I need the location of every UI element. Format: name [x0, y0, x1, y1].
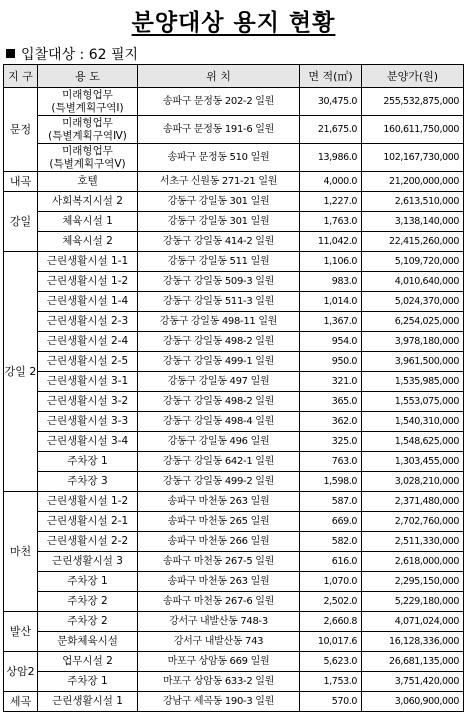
- location-cell: 강동구 강일동 497 일원: [138, 372, 300, 392]
- page-title: 분양대상 용지 현황: [131, 10, 336, 36]
- location-cell: 송파구 마천동 263 일원: [138, 572, 300, 592]
- price-cell: 4,071,024,000: [362, 612, 464, 632]
- location-cell: 송파구 문정동 202-2 일원: [138, 88, 300, 116]
- table-row: [4, 372, 464, 392]
- location-cell: 강동구 강일동 511 일원: [138, 252, 300, 272]
- area-cell: 1,763.0: [300, 212, 362, 232]
- use-cell: 근린생활시설 1-2: [38, 272, 138, 292]
- table-row: [4, 252, 464, 272]
- area-cell: 365.0: [300, 392, 362, 412]
- price-cell: 2,618,000,000: [362, 552, 464, 572]
- location-cell: 마포구 상암동 669 일원: [138, 652, 300, 672]
- table-row: [4, 116, 464, 144]
- area-cell: 669.0: [300, 512, 362, 532]
- price-cell: 22,415,260,000: [362, 232, 464, 252]
- price-cell: 102,167,730,000: [362, 144, 464, 172]
- bid-count-heading: 입찰대상 : 62 필지: [6, 44, 138, 64]
- price-cell: 5,229,180,000: [362, 592, 464, 612]
- area-cell: 954.0: [300, 332, 362, 352]
- header-price: 분양가(원): [362, 65, 464, 88]
- price-cell: 3,138,140,000: [362, 212, 464, 232]
- district-cell: 강일 2: [4, 252, 38, 492]
- land-status-table: [3, 64, 464, 712]
- table-row: [4, 572, 464, 592]
- use-cell: 체육시설 1: [38, 212, 138, 232]
- use-cell: 주차장 3: [38, 472, 138, 492]
- location-cell: 강서구 내발산동 743: [138, 632, 300, 652]
- use-cell: 근린생활시설 1: [38, 692, 138, 712]
- price-cell: 1,548,625,000: [362, 432, 464, 452]
- location-cell: 강동구 강일동 642-1 일원: [138, 452, 300, 472]
- location-cell: 강동구 강일동 509-3 일원: [138, 272, 300, 292]
- area-cell: 13,986.0: [300, 144, 362, 172]
- area-cell: 950.0: [300, 352, 362, 372]
- location-cell: 강동구 강일동 301 일원: [138, 212, 300, 232]
- price-cell: 1,303,455,000: [362, 452, 464, 472]
- district-cell: 상암2: [4, 652, 38, 692]
- price-cell: 2,371,480,000: [362, 492, 464, 512]
- location-cell: 강동구 강일동 301 일원: [138, 192, 300, 212]
- area-cell: 321.0: [300, 372, 362, 392]
- location-cell: 송파구 마천동 267-5 일원: [138, 552, 300, 572]
- price-cell: 5,024,370,000: [362, 292, 464, 312]
- table-row: [4, 392, 464, 412]
- use-cell: 근린생활시설 2-5: [38, 352, 138, 372]
- use-cell: 문화체육시설: [38, 632, 138, 652]
- header-district: 지 구: [4, 65, 38, 88]
- table-row: [4, 532, 464, 552]
- use-cell: 근린생활시설 2-1: [38, 512, 138, 532]
- header-location: 위 치: [138, 65, 300, 88]
- table-row: [4, 452, 464, 472]
- use-cell: 호텔: [38, 172, 138, 192]
- location-cell: 송파구 마천동 263 일원: [138, 492, 300, 512]
- price-cell: 1,535,985,000: [362, 372, 464, 392]
- price-cell: 2,613,510,000: [362, 192, 464, 212]
- price-cell: 1,553,075,000: [362, 392, 464, 412]
- price-cell: 3,028,210,000: [362, 472, 464, 492]
- table-row: [4, 412, 464, 432]
- area-cell: 10,017.6: [300, 632, 362, 652]
- area-cell: 587.0: [300, 492, 362, 512]
- use-cell: 근린생활시설 2-4: [38, 332, 138, 352]
- district-cell: 문정: [4, 88, 38, 172]
- table-row: [4, 472, 464, 492]
- area-cell: 763.0: [300, 452, 362, 472]
- use-cell: 주차장 1: [38, 572, 138, 592]
- price-cell: 3,060,900,000: [362, 692, 464, 712]
- use-cell: 근린생활시설 3-1: [38, 372, 138, 392]
- table-body: [4, 88, 464, 712]
- location-cell: 강동구 강일동 496 일원: [138, 432, 300, 452]
- district-cell: 내곡: [4, 172, 38, 192]
- price-cell: 2,702,760,000: [362, 512, 464, 532]
- location-cell: 강동구 강일동 498-2 일원: [138, 332, 300, 352]
- table-row: [4, 492, 464, 512]
- area-cell: 2,502.0: [300, 592, 362, 612]
- area-cell: 1,070.0: [300, 572, 362, 592]
- use-cell: 미래형업무 (특별계획구역Ⅳ): [38, 116, 138, 144]
- area-cell: 1,014.0: [300, 292, 362, 312]
- use-cell: 주차장 1: [38, 452, 138, 472]
- price-cell: 3,978,180,000: [362, 332, 464, 352]
- area-cell: 11,042.0: [300, 232, 362, 252]
- use-cell: 미래형업무 (특별계획구역Ⅰ): [38, 88, 138, 116]
- table-row: [4, 672, 464, 692]
- price-cell: 3,751,420,000: [362, 672, 464, 692]
- table-row: [4, 652, 464, 672]
- location-cell: 마포구 상암동 633-2 일원: [138, 672, 300, 692]
- use-cell: 주차장 1: [38, 672, 138, 692]
- table-row: [4, 332, 464, 352]
- location-cell: 강동구 강일동 498-2 일원: [138, 392, 300, 412]
- location-cell: 강동구 강일동 414-2 일원: [138, 232, 300, 252]
- table-row: [4, 432, 464, 452]
- location-cell: 강남구 세곡동 190-3 일원: [138, 692, 300, 712]
- area-cell: 325.0: [300, 432, 362, 452]
- price-cell: 160,611,750,000: [362, 116, 464, 144]
- district-cell: 세곡: [4, 692, 38, 712]
- location-cell: 강동구 강일동 511-3 일원: [138, 292, 300, 312]
- area-cell: 616.0: [300, 552, 362, 572]
- price-cell: 1,540,310,000: [362, 412, 464, 432]
- price-cell: 255,532,875,000: [362, 88, 464, 116]
- use-cell: 주차장 2: [38, 612, 138, 632]
- location-cell: 강동구 강일동 498-4 일원: [138, 412, 300, 432]
- price-cell: 26,681,135,000: [362, 652, 464, 672]
- location-cell: 강동구 강일동 498-11 일원: [138, 312, 300, 332]
- price-cell: 5,109,720,000: [362, 252, 464, 272]
- area-cell: 570.0: [300, 692, 362, 712]
- header-use: 용 도: [38, 65, 138, 88]
- area-cell: 1,106.0: [300, 252, 362, 272]
- header-area: 면 적(㎡): [300, 65, 362, 88]
- table-row: [4, 632, 464, 652]
- table-header-row: [4, 65, 464, 88]
- price-cell: 16,128,336,000: [362, 632, 464, 652]
- location-cell: 강동구 강일동 499-1 일원: [138, 352, 300, 372]
- area-cell: 4,000.0: [300, 172, 362, 192]
- price-cell: 21,200,000,000: [362, 172, 464, 192]
- table-row: [4, 172, 464, 192]
- district-cell: 발산: [4, 612, 38, 652]
- area-cell: 2,660.8: [300, 612, 362, 632]
- location-cell: 송파구 문정동 510 일원: [138, 144, 300, 172]
- use-cell: 근린생활시설 1-1: [38, 252, 138, 272]
- location-cell: 서초구 신원동 271-21 일원: [138, 172, 300, 192]
- district-cell: 마천: [4, 492, 38, 612]
- location-cell: 송파구 문정동 191-6 일원: [138, 116, 300, 144]
- table-row: [4, 88, 464, 116]
- use-cell: 근린생활시설 3-3: [38, 412, 138, 432]
- area-cell: 1,367.0: [300, 312, 362, 332]
- table-row: [4, 512, 464, 532]
- use-cell: 근린생활시설 3-2: [38, 392, 138, 412]
- area-cell: 362.0: [300, 412, 362, 432]
- area-cell: 1,753.0: [300, 672, 362, 692]
- location-cell: 송파구 마천동 266 일원: [138, 532, 300, 552]
- use-cell: 근린생활시설 2-2: [38, 532, 138, 552]
- table-row: [4, 612, 464, 632]
- use-cell: 근린생활시설 1-2: [38, 492, 138, 512]
- table-row: [4, 144, 464, 172]
- use-cell: 근린생활시설 1-4: [38, 292, 138, 312]
- area-cell: 1,227.0: [300, 192, 362, 212]
- use-cell: 근린생활시설 3: [38, 552, 138, 572]
- price-cell: 2,511,330,000: [362, 532, 464, 552]
- location-cell: 강동구 강일동 499-2 일원: [138, 472, 300, 492]
- price-cell: 3,961,500,000: [362, 352, 464, 372]
- use-cell: 주차장 2: [38, 592, 138, 612]
- table-row: [4, 592, 464, 612]
- area-cell: 582.0: [300, 532, 362, 552]
- price-cell: 2,295,150,000: [362, 572, 464, 592]
- price-cell: 4,010,640,000: [362, 272, 464, 292]
- area-cell: 983.0: [300, 272, 362, 292]
- district-cell: 강일: [4, 192, 38, 252]
- square-bullet-icon: [6, 49, 15, 58]
- area-cell: 5,623.0: [300, 652, 362, 672]
- table-row: [4, 272, 464, 292]
- table-row: [4, 352, 464, 372]
- location-cell: 송파구 마천동 267-6 일원: [138, 592, 300, 612]
- table-row: [4, 232, 464, 252]
- table-row: [4, 312, 464, 332]
- area-cell: 1,598.0: [300, 472, 362, 492]
- table-row: [4, 292, 464, 312]
- table-row: [4, 192, 464, 212]
- location-cell: 강서구 내발산동 748-3: [138, 612, 300, 632]
- price-cell: 6,254,025,000: [362, 312, 464, 332]
- use-cell: 근린생활시설 3-4: [38, 432, 138, 452]
- use-cell: 사회복지시설 2: [38, 192, 138, 212]
- use-cell: 미래형업무 (특별계획구역Ⅴ): [38, 144, 138, 172]
- area-cell: 21,675.0: [300, 116, 362, 144]
- location-cell: 송파구 마천동 265 일원: [138, 512, 300, 532]
- use-cell: 업무시설 2: [38, 652, 138, 672]
- table-row: [4, 212, 464, 232]
- table-row: [4, 552, 464, 572]
- use-cell: 근린생활시설 2-3: [38, 312, 138, 332]
- area-cell: 30,475.0: [300, 88, 362, 116]
- use-cell: 체육시설 2: [38, 232, 138, 252]
- table-row: [4, 692, 464, 712]
